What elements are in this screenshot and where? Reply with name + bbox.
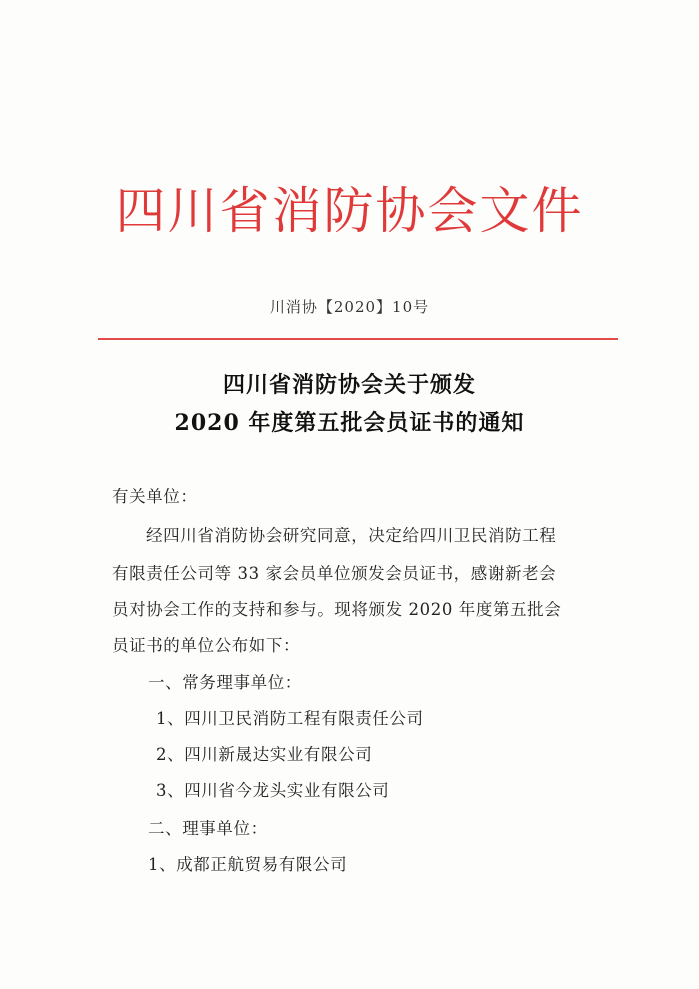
section-heading-council: 二、理事单位： <box>148 819 268 838</box>
paragraph-line: 员证书的单位公布如下： <box>112 636 301 655</box>
list-item: 1、四川卫民消防工程有限责任公司 <box>156 709 424 728</box>
document-number: 川消协【2020】10号 <box>269 298 430 316</box>
notice-title-line-2: 2020 年度第五批会员证书的通知 <box>174 410 525 436</box>
paragraph-line: 有限责任公司等 33 家会员单位颁发会员证书，感谢新老会 <box>112 564 557 583</box>
salutation: 有关单位： <box>112 487 198 506</box>
list-item: 3、四川省今龙头实业有限公司 <box>156 781 390 800</box>
section-heading-standing-council: 一、常务理事单位： <box>148 673 302 692</box>
document-header-title: 四川省消防协会文件 <box>115 182 584 240</box>
notice-title-line-1: 四川省消防协会关于颁发 <box>222 372 476 398</box>
red-divider-line <box>98 338 618 340</box>
list-item: 2、四川新晟达实业有限公司 <box>156 745 373 764</box>
list-item: 1、成都正航贸易有限公司 <box>148 855 348 874</box>
paragraph-line: 经四川省消防协会研究同意，决定给四川卫民消防工程 <box>146 526 557 545</box>
paragraph-line: 员对协会工作的支持和参与。现将颁发 2020 年度第五批会 <box>112 600 562 619</box>
